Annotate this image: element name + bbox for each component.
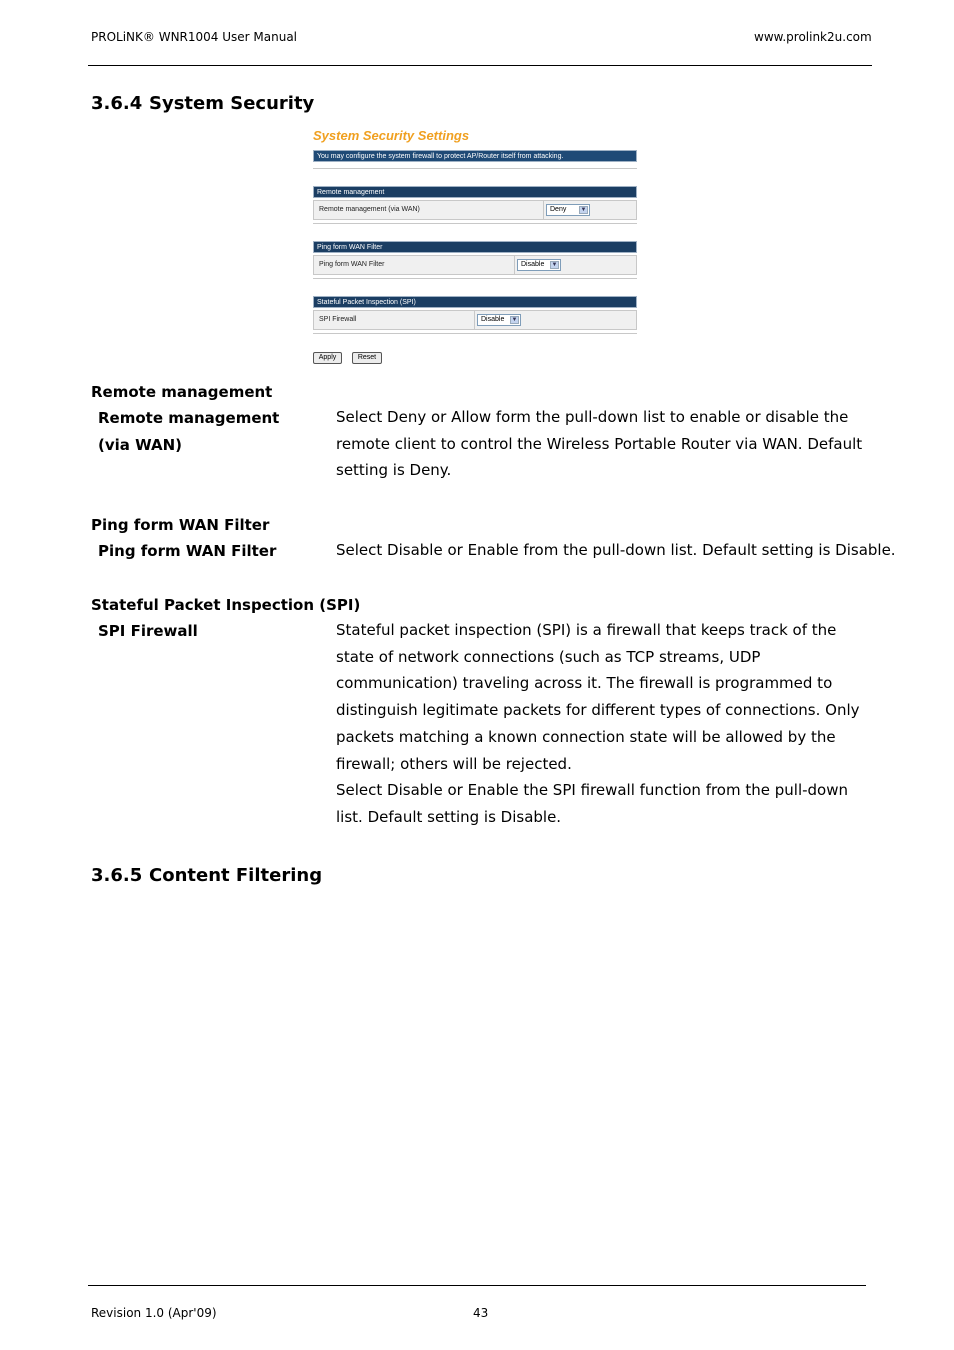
remote-management-value: Deny — [550, 206, 567, 213]
remote-management-heading: Remote management — [91, 383, 273, 401]
spi-firewall-row — [313, 310, 637, 330]
remote-management-row — [313, 200, 637, 220]
remote-management-item-line1: Remote management — [98, 409, 280, 427]
remote-management-label: Remote management (via WAN) — [319, 206, 420, 213]
separator — [313, 333, 637, 334]
separator — [313, 168, 637, 169]
section-heading-content-filtering — [91, 865, 322, 886]
ping-filter-description: Select Disable or Enable from the pull-down list. Default setting is Disable. — [336, 541, 896, 559]
intro-bar: You may configure the system firewall to protect AP/Router itself from attacking. — [313, 150, 637, 162]
ping-filter-select[interactable] — [517, 259, 561, 271]
footer-revision: Revision 1.0 (Apr'09) — [91, 1306, 217, 1320]
section-number: 3.6.4 — [91, 93, 143, 114]
separator — [313, 278, 637, 279]
chevron-down-icon: ▼ — [580, 207, 587, 213]
column-divider — [514, 256, 515, 274]
ping-filter-heading: Ping form WAN Filter — [91, 516, 270, 534]
ping-filter-value: Disable — [521, 261, 545, 268]
system-security-settings-screenshot — [312, 126, 640, 368]
remote-management-description: Select Deny or Allow form the pull-down list to enable or disable the remote client to control the Wireless Portable Router via WAN. Default setting is Deny. — [336, 408, 863, 480]
chevron-down-icon: ▼ — [551, 262, 558, 268]
spi-description: Stateful packet inspection (SPI) is a firewall that keeps track of the state of network connections (such as TCP streams, UDP communication) traveling across it. The firewall is programmed to distinguish legitimate packets for different types of connections. Only packets matching a known connection state will be allowed by the firewall; others will be rejected. — [336, 621, 860, 773]
section-number: 3.6.5 — [91, 865, 143, 886]
ping-filter-row — [313, 255, 637, 275]
spi-header: Stateful Packet Inspection (SPI) — [313, 296, 637, 308]
page-number: 43 — [473, 1306, 489, 1320]
ping-filter-header: Ping form WAN Filter — [313, 241, 637, 253]
reset-button[interactable]: Reset — [352, 352, 382, 364]
apply-button[interactable]: Apply — [313, 352, 342, 364]
ping-filter-label: Ping form WAN Filter — [319, 261, 385, 268]
separator — [313, 223, 637, 224]
remote-management-header: Remote management — [313, 186, 637, 198]
header-website: www.prolink2u.com — [754, 30, 872, 44]
screenshot-title: System Security Settings — [313, 128, 470, 143]
section-title: Content Filtering — [149, 865, 323, 886]
remote-management-item-line2: (via WAN) — [98, 436, 183, 454]
header-rule — [88, 65, 872, 66]
footer-rule — [88, 1285, 866, 1286]
spi-firewall-item: SPI Firewall — [98, 622, 198, 640]
spi-firewall-select[interactable] — [477, 314, 521, 326]
column-divider — [474, 311, 475, 329]
spi-selection-description: Select Disable or Enable the SPI firewall function from the pull-down list. Default setting is Disable. — [336, 781, 848, 826]
header-manual-title: PROLiNK® WNR1004 User Manual — [91, 30, 298, 44]
spi-heading: Stateful Packet Inspection (SPI) — [91, 596, 361, 614]
column-divider — [543, 201, 544, 219]
section-heading-system-security — [91, 93, 314, 114]
spi-firewall-label: SPI Firewall — [319, 316, 357, 323]
remote-management-select[interactable] — [546, 204, 590, 216]
section-title: System Security — [149, 93, 315, 114]
spi-firewall-value: Disable — [481, 316, 505, 323]
ping-filter-item: Ping form WAN Filter — [98, 542, 277, 560]
chevron-down-icon: ▼ — [511, 317, 518, 323]
